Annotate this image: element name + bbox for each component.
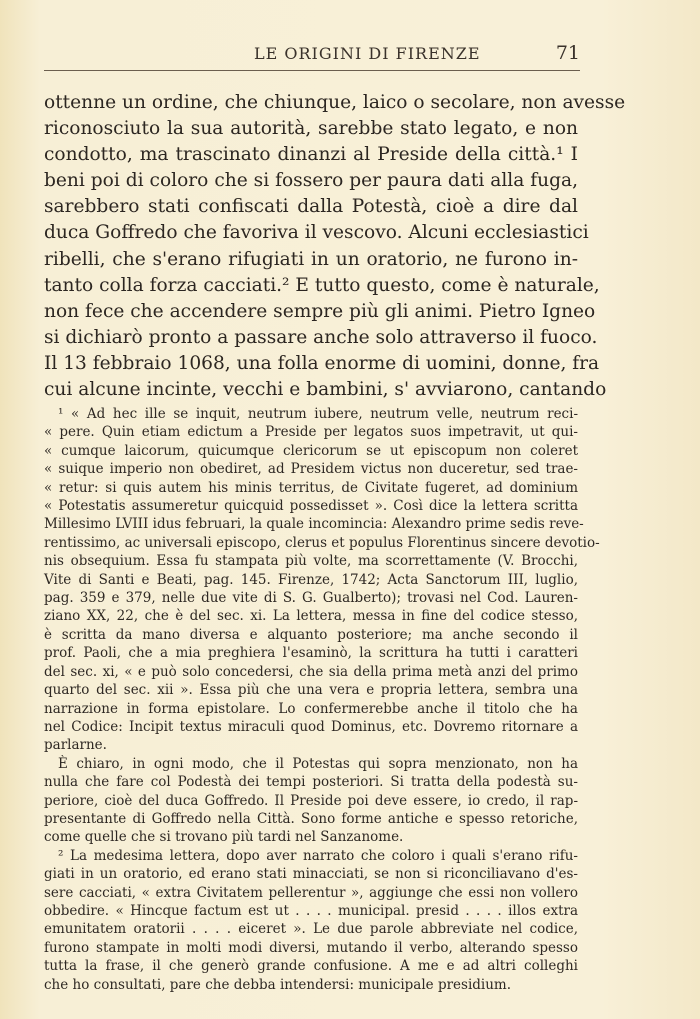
footnote-line: narrazione in forma epistolare. Lo confermerebbe anche il titolo che ha [44,700,578,717]
footnote-line: Millesimo LVIII idus februari, la quale incomincia: Alexandro prime sedis reve- [44,516,584,533]
text-line: riconosciuto la sua autorità, sarebbe stato legato, e non [44,118,578,140]
footnote-line: come quelle che si trovano più tardi nel Sanzanome. [44,829,404,846]
text-line: ribelli, che s'erano rifugiati in un oratorio, ne furono in- [44,248,578,270]
text-line: beni poi di coloro che si fossero per paura dati alla fuga, [44,170,578,192]
footnote-line: « suique imperio non obediret, ad Presidem victus non duceretur, sed trae- [44,461,578,478]
page-number: 71 [555,42,580,64]
footnote-line: giati in un oratorio, ed erano stati minacciati, se non si riconciliavano d'es- [44,866,578,883]
main-text [44,90,626,403]
text-line: Il 13 febbraio 1068, una folla enorme di uomini, donne, fra [44,352,600,374]
footnote-line: nel Codice: Incipit textus miraculi quod Dominus, etc. Dovremo ritornare a [44,718,578,735]
text-line: condotto, ma trascinato dinanzi al Preside della città.¹ I [44,144,578,166]
footnote-line: tutta la frase, il che generò grande confusione. A me e ad altri colleghi [44,958,578,975]
footnote-line: del sec. xi, « e può solo concedersi, che sia della prima metà anzi del primo [44,663,578,680]
text-line: cui alcune incinte, vecchi e bambini, s' avviarono, cantando [44,379,607,401]
text-line: tanto colla forza cacciati.² E tutto questo, come è naturale, [44,274,600,296]
footnote-line: presentante di Goffredo nella Città. Sono forme antiche e spesso retoriche, [44,810,578,827]
footnote-line: rentissimo, ac universali episcopo, clerus et populus Florentinus sincere devotio- [44,534,600,551]
text-line: ottenne un ordine, che chiunque, laico o secolare, non avesse [44,92,626,113]
footnote-line: parlarne. [44,737,107,754]
footnote-line: pag. 359 e 379, nelle due vite di S. G. Gualberto); trovasi nel Cod. Lauren- [44,590,578,607]
footnote-line: quarto del sec. xii ». Essa più che una vera e propria lettera, sembra una [44,682,578,699]
footnote-line: ¹ « Ad hec ille se inquit, neutrum iubere, neutrum velle, neutrum reci- [58,406,578,422]
footnote-line: sere cacciati, « extra Civitatem pellerentur », aggiunge che essi non vollero [44,884,578,901]
footnote-line: è scritta da mano diversa e alquanto posteriore; ma anche secondo il [44,626,578,643]
footnote-line: nulla che fare col Podestà dei tempi posteriori. Si tratta della podestà su- [44,774,578,791]
footnote-line: che ho consultati, pare che debba intendersi: municipale presidium. [44,976,512,993]
footnote-line: prof. Paoli, che a mia preghiera l'esaminò, la scrittura ha tutti i caratteri [44,645,578,662]
text-line: sarebbero stati confiscati dalla Potestà, cioè a dire dal [44,196,578,218]
footnote-line: È chiaro, in ogni modo, che il Potestas qui sopra menzionato, non ha [58,755,578,772]
footnote-line: periore, cioè del duca Goffredo. Il Preside poi deve essere, io credo, il rap- [44,792,578,809]
footnote-line: « Potestatis assumeretur quicquid possedisset ». Così dice la lettera scritta [44,498,578,515]
running-title: LE ORIGINI DI FIRENZE [254,44,481,63]
text-line: duca Goffredo che favoriva il vescovo. Alcuni ecclesiastici [44,222,589,244]
footnote-line: ziano XX, 22, che è del sec. xi. La lettera, messa in fine del codice stesso, [44,608,578,625]
text-line: non fece che accendere sempre più gli animi. Pietro Igneo [44,300,596,322]
page-header [44,42,580,71]
footnote-line: obbedire. « Hincque factum est ut . . . . municipal. presid . . . . illos extra [44,902,578,919]
footnote-line: emunitatem oratorii . . . . eiceret ». Le due parole abbreviate nel codice, [44,921,578,938]
text-line: si dichiarò pronto a passare anche solo attraverso il fuoco. [44,326,598,348]
footnote-line: « pere. Quin etiam edictum a Preside per legatos suos impetravit, ut qui- [44,424,578,441]
footnote-line: ² La medesima lettera, dopo aver narrato che coloro i quali s'erano rifu- [58,847,578,864]
footnote-line: « cumque laicorum, quicumque clericorum se ut episcopum non coleret [44,442,578,459]
footnote-line: Vite di Santi e Beati, pag. 145. Firenze, 1742; Acta Sanctorum III, luglio, [44,571,578,588]
footnote-line: furono stampate in molti modi diversi, mutando il verbo, alterando spesso [44,939,578,956]
footnote-line: nis obsequium. Essa fu stampata più volte, ma scorrettamente (V. Brocchi, [44,553,578,570]
footnote-line: « retur: si quis autem his minis territus, de Civitate fugeret, ad dominium [44,479,578,496]
footnotes [44,405,600,994]
